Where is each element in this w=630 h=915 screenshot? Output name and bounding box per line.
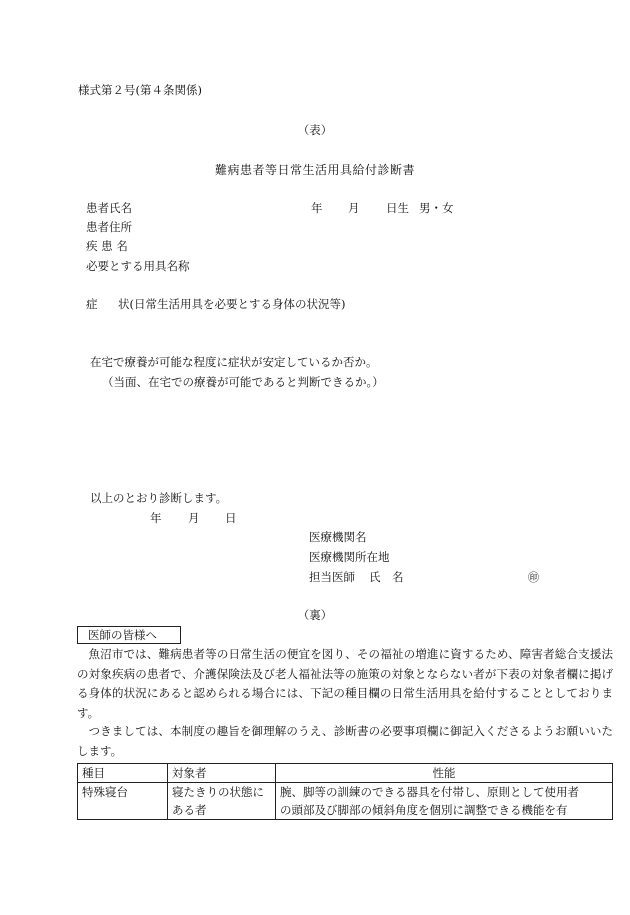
table-header-row <box>78 764 613 783</box>
table-row <box>78 783 613 820</box>
back-side-label: （裏） <box>297 608 333 622</box>
cell-performance-line-2: の頭部及び脚部の傾斜角度を個別に調整できる機能を有 <box>280 803 568 817</box>
document-title: 難病患者等日常生活用具給付診断書 <box>214 163 415 177</box>
symptom-label-b: 状 <box>118 297 130 311</box>
diagnosis-statement: 以上のとおり診断します。 <box>90 491 228 505</box>
patient-name-label: 患者氏名 <box>86 201 132 215</box>
doctor-name-label <box>309 571 404 585</box>
date-month-label: 月 <box>188 511 200 525</box>
equipment-table <box>77 763 613 820</box>
cell-target <box>168 783 276 820</box>
institution-address-label: 医療機関所在地 <box>309 550 390 564</box>
notice-paragraph-2: つきましては、本制度の趣旨を御理解のうえ、診断書の必要事項欄に御記入くださるようお願いいたします。 <box>77 724 613 758</box>
date-day-label: 日 <box>225 511 237 525</box>
disease-name-label: 疾 患 名 <box>86 239 128 253</box>
form-number: 様式第２号(第４条関係) <box>78 83 202 97</box>
doctor-label-a: 担当医師 <box>309 570 355 584</box>
home-care-question: 在宅で療養が可能な程度に症状が安定しているか否か。 <box>90 355 378 369</box>
front-side-label: （表） <box>297 123 333 137</box>
cell-performance <box>276 783 613 820</box>
notice-heading: 医師の皆様へ <box>77 626 181 644</box>
symptom-description: (日常生活用具を必要とする身体の状況等) <box>129 297 346 311</box>
seal-mark: ㊞ <box>528 571 539 584</box>
header-performance: 性能 <box>276 764 613 783</box>
dob-year-label: 年 <box>311 201 323 215</box>
date-year-label: 年 <box>150 511 162 525</box>
sex-options: 男・女 <box>419 201 454 215</box>
cell-target-line-2: ある者 <box>172 803 207 817</box>
cell-item: 特殊寝台 <box>78 783 168 820</box>
doctor-label-b: 氏 名 <box>369 570 404 584</box>
cell-performance-line-1: 腕、脚等の訓練のできる器具を付帯し、原則として使用者 <box>280 785 579 799</box>
header-item: 種目 <box>78 764 168 783</box>
institution-name-label: 医療機関名 <box>309 530 367 544</box>
notice-paragraph-1: 魚沼市では、難病患者等の日常生活の便宜を図り、その福祉の増進に資するため、障害者総合支援法の対象疾病の患者で、介護保険法及び老人福祉法等の施策の対象とならない者が下表の対象者欄に掲げる身体的状況にあると認められる場合には、下記の種目欄の日常生活用具を給付することとしております。 <box>77 647 613 720</box>
header-target: 対象者 <box>168 764 276 783</box>
symptom-label-a: 症 <box>86 297 98 311</box>
dob-day-label: 日生 <box>386 201 409 215</box>
dob-month-label: 月 <box>348 201 360 215</box>
home-care-subquestion: （当面、在宅での療養が可能であると判断できるか。） <box>102 375 384 389</box>
required-tool-label: 必要とする用具名称 <box>86 259 190 273</box>
cell-target-line-1: 寝たきりの状態に <box>172 785 264 799</box>
symptom-label <box>86 298 345 312</box>
patient-address-label: 患者住所 <box>86 220 132 234</box>
